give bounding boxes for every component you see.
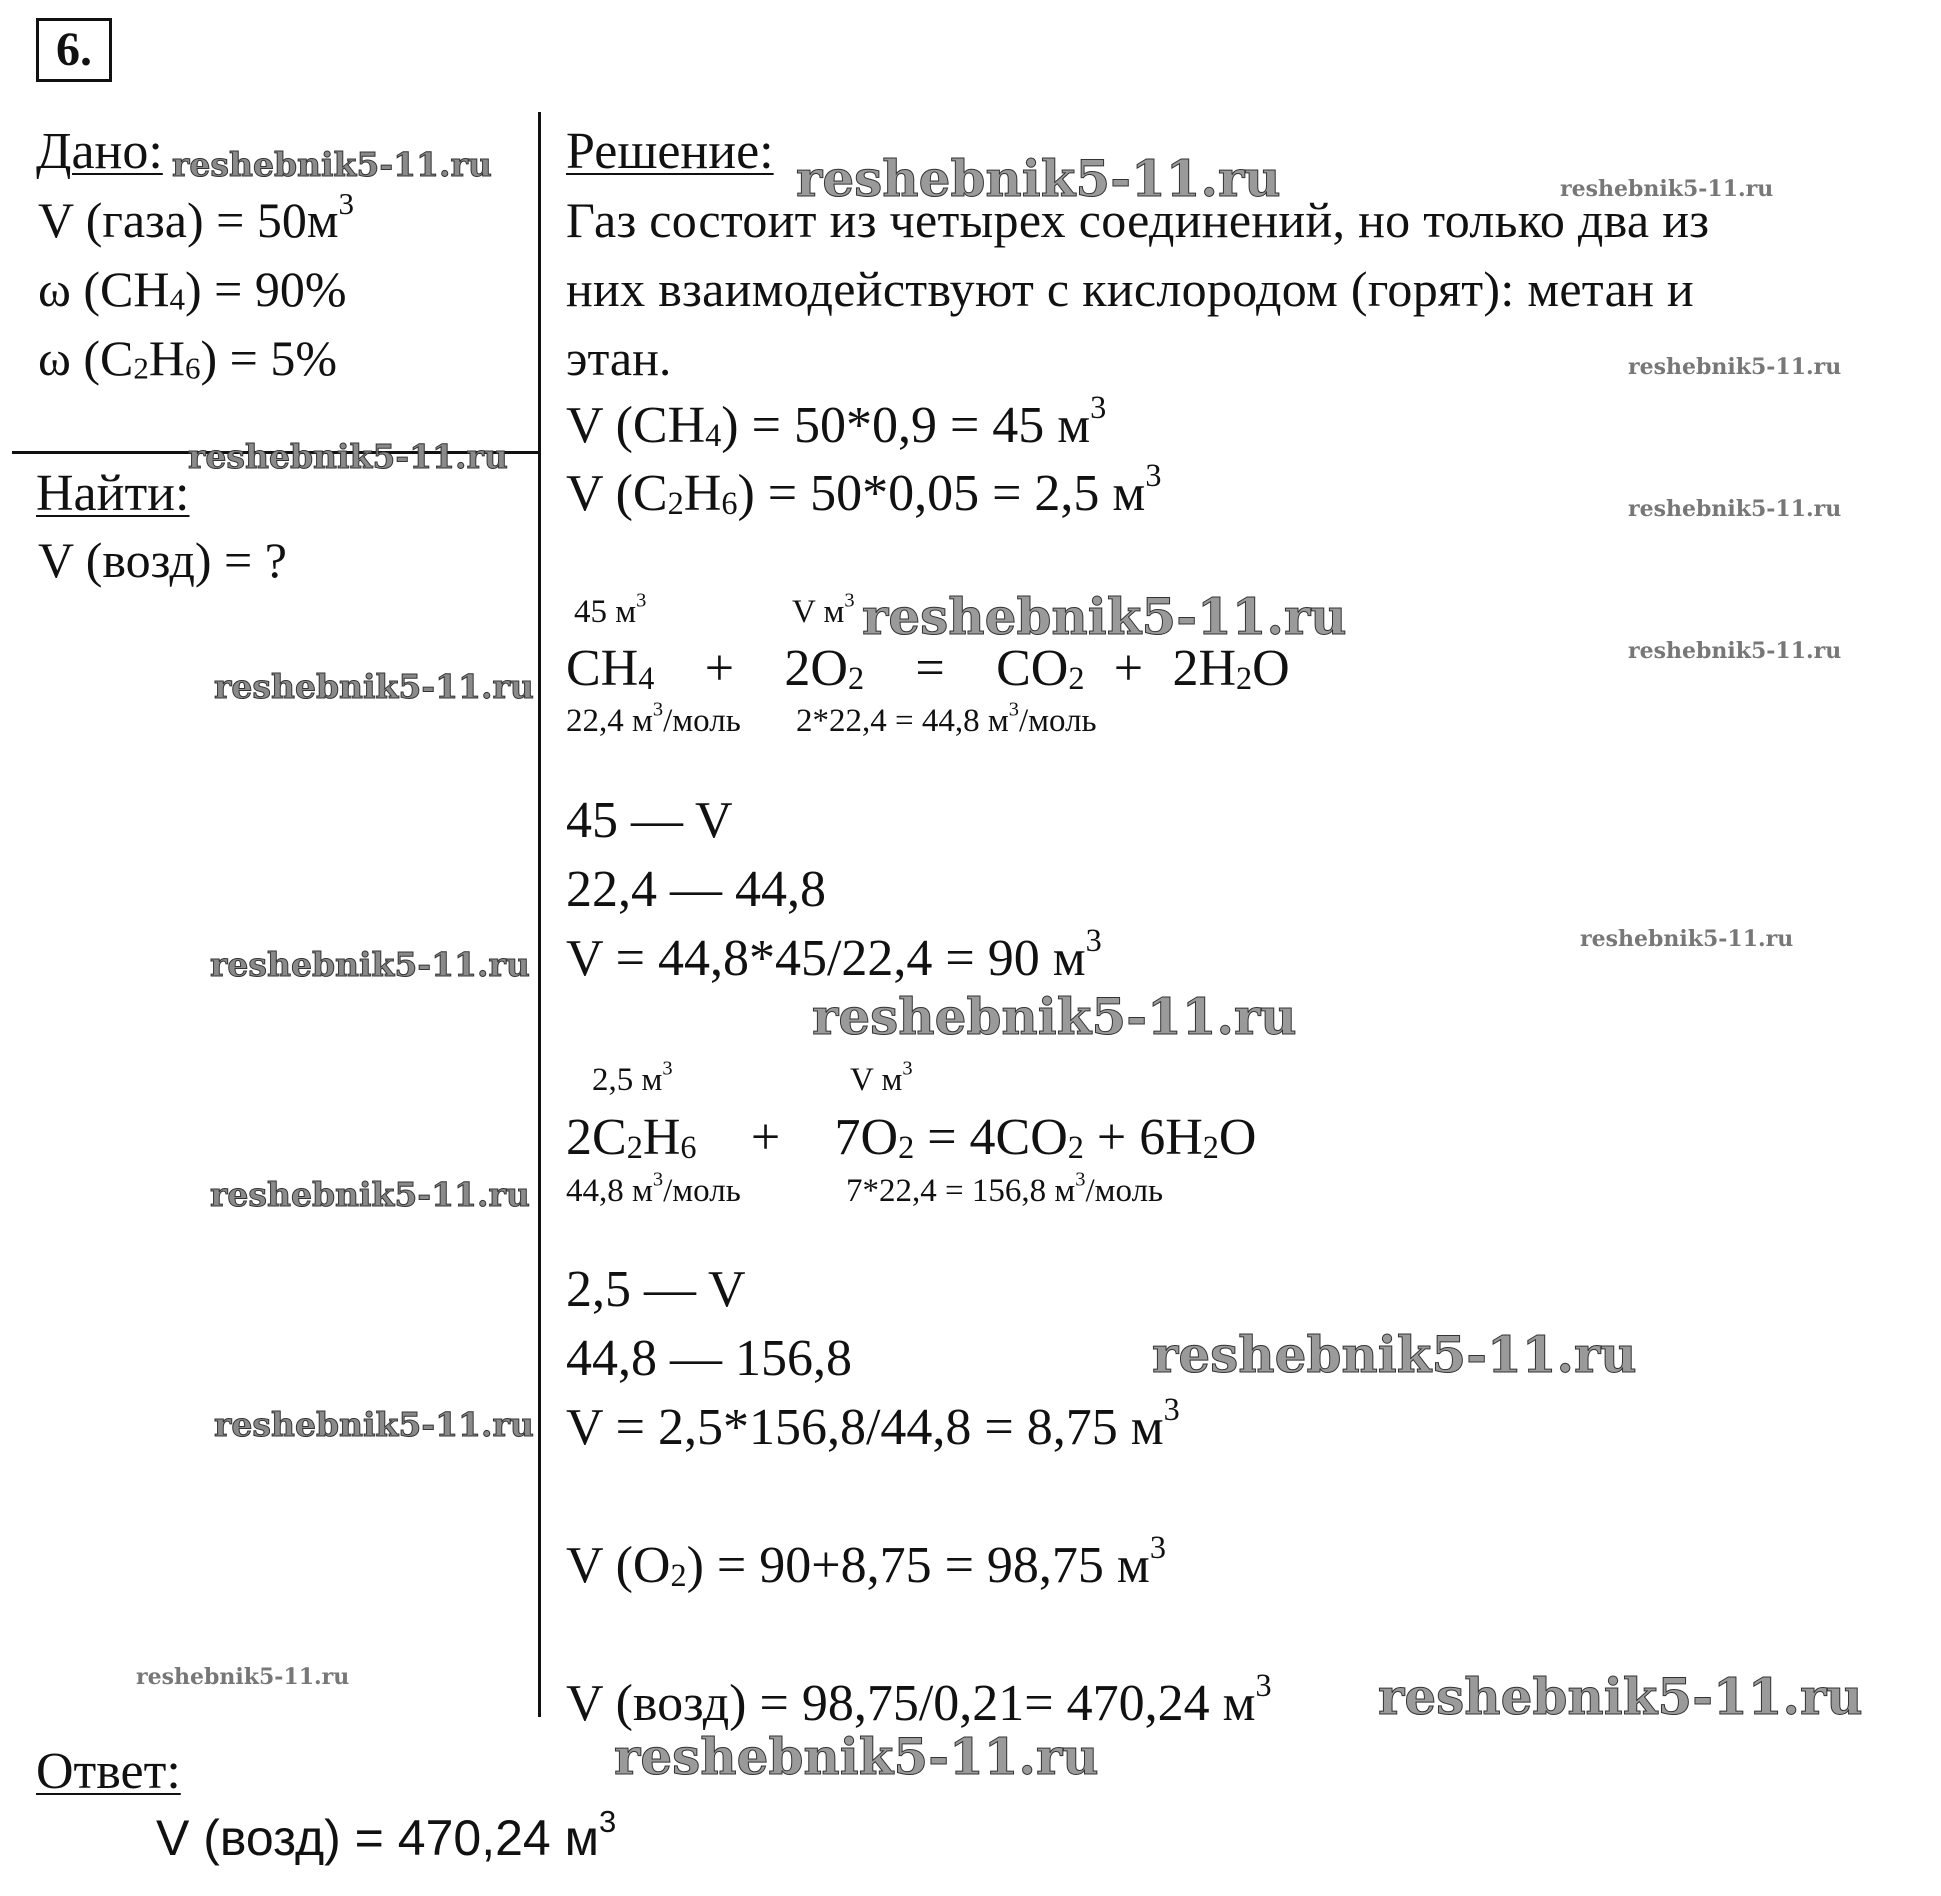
watermark: reshebnik5-11.ru bbox=[1560, 176, 1774, 202]
problem-number: 6. bbox=[36, 18, 112, 82]
r2-below-right: 7*22,4 = 156,8 $м^3$/моль bbox=[846, 1168, 1164, 1209]
watermark: reshebnik5-11.ru bbox=[1628, 496, 1842, 522]
watermark: reshebnik5-11.ru bbox=[1628, 354, 1842, 380]
watermark: reshebnik5-11.ru bbox=[862, 587, 1347, 646]
watermark: reshebnik5-11.ru bbox=[210, 945, 530, 984]
solution-intro-2: них взаимодействуют с кислородом (горят): метан и bbox=[566, 261, 1694, 317]
reaction-1-equation: $CH_4 + 2O_2 = CO_2 + 2H_2O$ bbox=[566, 640, 1290, 697]
watermark: reshebnik5-11.ru bbox=[812, 987, 1297, 1046]
r1-below-left: 22,4 $м^3$/моль bbox=[566, 698, 741, 739]
vertical-divider bbox=[538, 112, 541, 1717]
proportion-1-line-2: 22,4 — 44,8 bbox=[566, 861, 826, 918]
solution-intro-3: этан. bbox=[566, 330, 672, 386]
solution-heading: Решение: bbox=[566, 123, 774, 180]
find-heading: Найти: bbox=[36, 465, 190, 522]
solution-intro-1: Газ состоит из четырех соединений, но только два из bbox=[566, 192, 1710, 248]
r1-below-right: 2*22,4 = 44,8 $м^3$/моль bbox=[796, 698, 1097, 739]
watermark: reshebnik5-11.ru bbox=[1152, 1325, 1637, 1384]
watermark: reshebnik5-11.ru bbox=[172, 145, 492, 184]
r2-above-right: V $м^3$ bbox=[850, 1057, 913, 1098]
r2-below-left: 44,8 $м^3$/моль bbox=[566, 1168, 741, 1209]
proportion-1-line-1: 45 — V bbox=[566, 792, 733, 849]
given-line-c2h6: ω $(C_2H_6) = 5\%$ bbox=[38, 330, 338, 386]
watermark: reshebnik5-11.ru bbox=[210, 1175, 530, 1214]
given-heading: Дано: bbox=[36, 123, 163, 180]
answer-heading: Ответ: bbox=[36, 1743, 181, 1800]
watermark: reshebnik5-11.ru bbox=[136, 1664, 350, 1690]
watermark: reshebnik5-11.ru bbox=[188, 437, 508, 476]
watermark: reshebnik5-11.ru bbox=[214, 1405, 534, 1444]
watermark: reshebnik5-11.ru bbox=[796, 149, 1281, 208]
r1-above-left: 45 $м^3$ bbox=[574, 589, 647, 630]
volume-air: V (возд) = 98,75/0,21= 470,24 $м^3$ bbox=[566, 1666, 1272, 1732]
find-line: V (возд) = ? bbox=[38, 532, 287, 588]
volume-c2h6: V $(C_2H_6) = 50*0,05 = 2,5$ $м^3$ bbox=[566, 456, 1162, 522]
given-line-ch4: ω $(CH_4) = 90\%$ bbox=[38, 261, 347, 317]
watermark: reshebnik5-11.ru bbox=[214, 667, 534, 706]
reaction-2-equation: $2C_2H_6 + 7O_2 = 4CO_2 + 6H_2O$ bbox=[566, 1109, 1257, 1166]
proportion-2-line-1: 2,5 — V bbox=[566, 1261, 746, 1318]
volume-oxygen: V $(O_2) = 90+8,75 = 98,75$ $м^3$ bbox=[566, 1528, 1166, 1594]
r1-above-right: V $м^3$ bbox=[792, 589, 855, 630]
watermark: reshebnik5-11.ru bbox=[1378, 1667, 1863, 1726]
watermark: reshebnik5-11.ru bbox=[1628, 638, 1842, 664]
volume-ch4: V $(CH_4) = 50*0,9 = 45$ $м^3$ bbox=[566, 388, 1107, 454]
proportion-2-line-2: 44,8 — 156,8 bbox=[566, 1330, 852, 1387]
answer-line: V (возд) = 470,24 $м^3$ bbox=[156, 1803, 617, 1866]
watermark: reshebnik5-11.ru bbox=[1580, 926, 1794, 952]
r2-above-left: 2,5 $м^3$ bbox=[592, 1057, 673, 1098]
proportion-2-result: V = 2,5*156,8/44,8 = 8,75 $м^3$ bbox=[566, 1390, 1180, 1456]
given-line-volume: V (газа) = $50м^3$ bbox=[38, 185, 354, 248]
proportion-1-result: V = 44,8*45/22,4 = 90 $м^3$ bbox=[566, 921, 1102, 987]
watermark: reshebnik5-11.ru bbox=[614, 1727, 1099, 1786]
